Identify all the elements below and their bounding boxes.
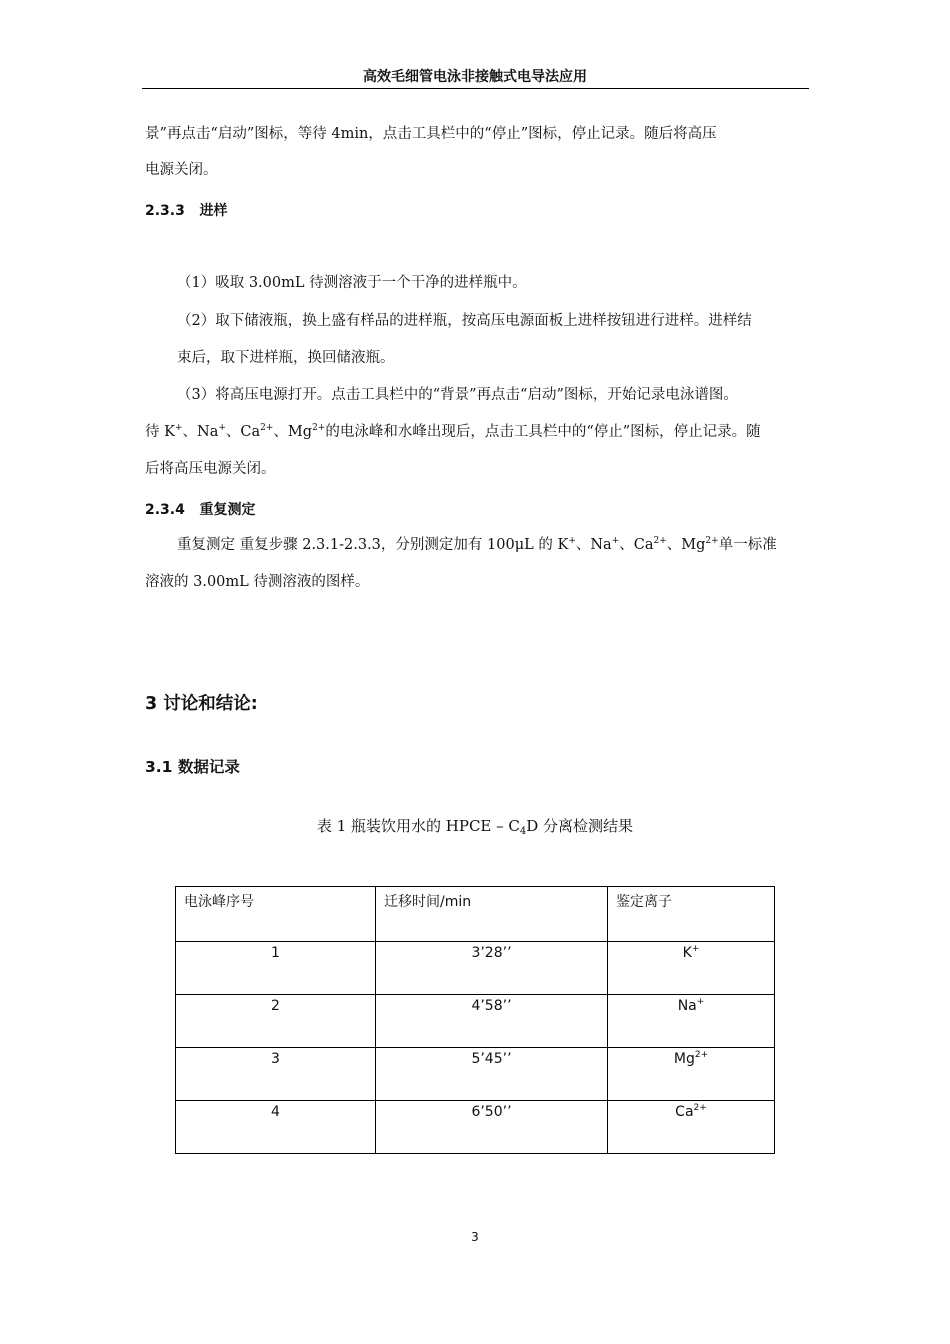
header-identified-ion: 鉴定离子 [608, 887, 775, 942]
paragraph-line: 电源关闭。 [145, 162, 218, 178]
ion-cell: Na+ [608, 995, 775, 1048]
running-header-title: 高效毛细管电泳非接触式电导法应用 [363, 69, 587, 85]
table-row [176, 1101, 775, 1154]
table-row [176, 942, 775, 995]
ion-cell: K+ [608, 942, 775, 995]
table-row [176, 1048, 775, 1101]
section-heading-2-3-3: 2.3.3 进样 [145, 203, 228, 219]
step-1: （1）吸取 3.00mL 待测溶液于一个干净的进样瓶中。 [177, 275, 527, 291]
peak-number-cell: 1 [176, 942, 376, 995]
table-header-row [176, 887, 775, 942]
paragraph-line: 景”再点击“启动”图标，等待 4min，点击工具栏中的“停止”图标，停止记录。随后将高压 [145, 126, 717, 142]
section-heading-3: 3 讨论和结论: [145, 694, 258, 714]
table-caption: 表 1 瓶装饮用水的 HPCE – $C_4D$ 分离检测结果 [316, 817, 634, 837]
repeat-paragraph-line-2: 溶液的 3.00mL 待测溶液的图样。 [145, 574, 370, 590]
step-3-line-2: 待 K+、Na+、$Ca^{2+}$、$Mg^{2+}$的电泳峰和水峰出现后，点击工具栏中的“停止”图标，停止记录。随 [145, 423, 761, 440]
step-2-line-1: （2）取下储液瓶，换上盛有样品的进样瓶，按高压电源面板上进样按钮进行进样。进样结 [177, 313, 752, 329]
section-heading-2-3-4: 2.3.4 重复测定 [145, 502, 256, 518]
header-peak-number: 电泳峰序号 [176, 887, 376, 942]
header-rule [142, 88, 809, 89]
peak-number-cell: 3 [176, 1048, 376, 1101]
migration-time-cell: 4’58’’ [376, 995, 608, 1048]
peak-number-cell: 4 [176, 1101, 376, 1154]
ion-cell: $Ca^{2+}$ [608, 1101, 775, 1154]
migration-time-cell: 5’45’’ [376, 1048, 608, 1101]
step-2-line-2: 束后，取下进样瓶，换回储液瓶。 [177, 350, 395, 366]
table-row [176, 995, 775, 1048]
step-3-line-1: （3）将高压电源打开。点击工具栏中的“背景”再点击“启动”图标，开始记录电泳谱图。 [177, 387, 738, 403]
section-heading-3-1: 3.1 数据记录 [145, 758, 240, 776]
ion-cell: $Mg^{2+}$ [608, 1048, 775, 1101]
peak-number-cell: 2 [176, 995, 376, 1048]
repeat-paragraph-line-1: 重复测定 重复步骤 2.3.1-2.3.3，分别测定加有 100μL 的 K+、Na+、$Ca^{2+}$、$Mg^{2+}$单一标准 [177, 536, 777, 553]
step-3-line-3: 后将高压电源关闭。 [145, 461, 276, 477]
migration-time-cell: 3’28’’ [376, 942, 608, 995]
header-migration-time: 迁移时间/min [376, 887, 608, 942]
migration-time-cell: 6’50’’ [376, 1101, 608, 1154]
page-number: 3 [471, 1230, 479, 1244]
results-table [175, 886, 775, 1154]
